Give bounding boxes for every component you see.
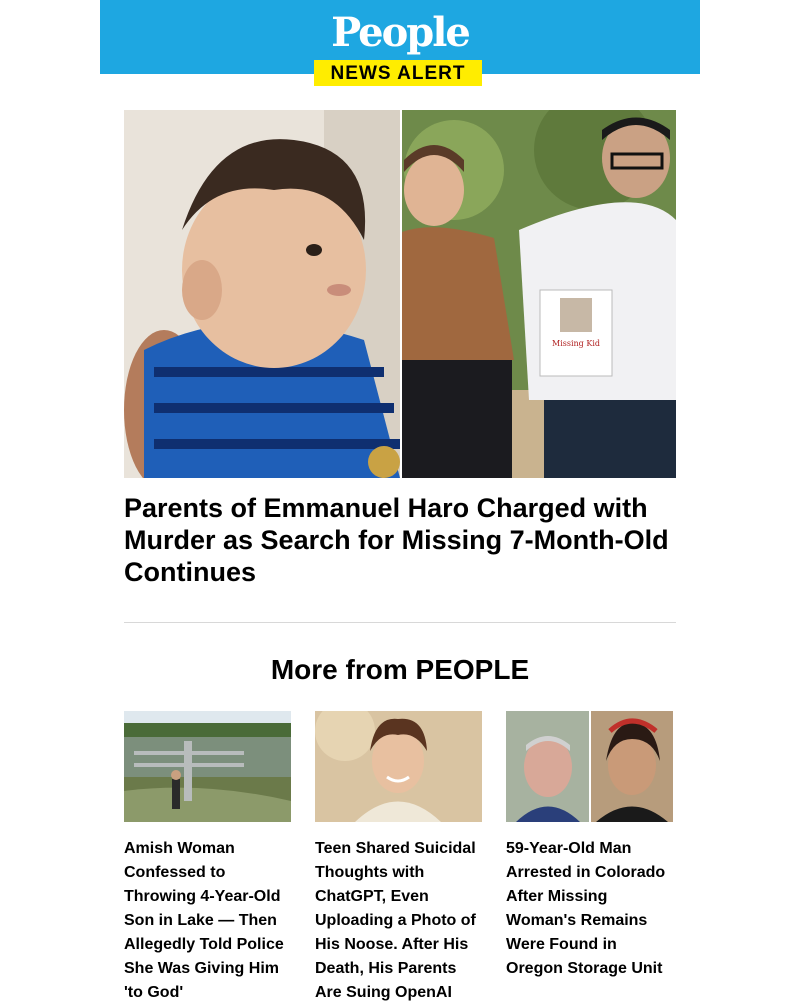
story-title-chatgpt[interactable]: Teen Shared Suicidal Thoughts with ChatGPT, Even Uploading a Photo of His Noose. After His Death, His Parents Are Suing OpenAI: [315, 840, 476, 1001]
news-alert-badge[interactable]: NEWS ALERT: [314, 60, 482, 86]
story-card-colorado[interactable]: [506, 711, 673, 981]
section-divider: [124, 622, 676, 623]
flyer-text: Missing Kid: [552, 339, 600, 348]
hero-image[interactable]: [124, 110, 676, 478]
story-title-colorado[interactable]: 59-Year-Old Man Arrested in Colorado After Missing Woman's Remains Were Found in Oregon Storage Unit: [506, 840, 666, 977]
hero-headline[interactable]: Parents of Emmanuel Haro Charged with Murder as Search for Missing 7-Month-Old Continues: [124, 493, 669, 587]
story-card-chatgpt[interactable]: [315, 711, 482, 1005]
people-logo[interactable]: People: [331, 9, 469, 56]
more-section-title: More from PEOPLE: [270, 654, 530, 685]
story-image-chatgpt[interactable]: [315, 711, 482, 822]
story-card-lake[interactable]: [124, 711, 291, 1005]
story-title-lake[interactable]: Amish Woman Confessed to Throwing 4-Year-Old Son in Lake — Then Allegedly Told Police She Was Giving Him 'to God': [124, 840, 284, 1001]
story-image-lake[interactable]: [124, 711, 291, 822]
story-image-colorado[interactable]: [506, 711, 673, 822]
